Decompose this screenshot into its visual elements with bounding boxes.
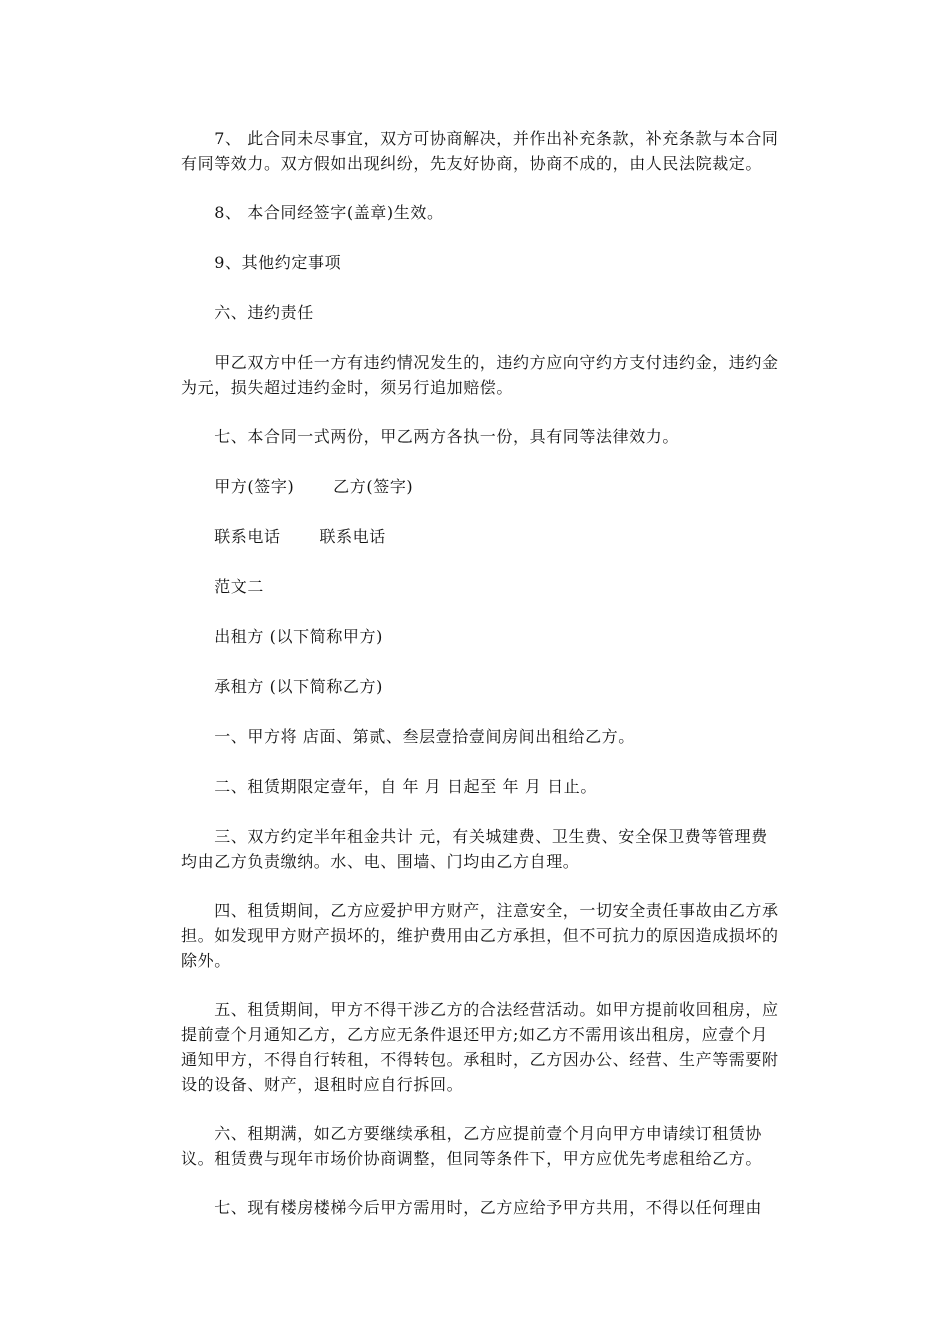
clause-7-paragraph: 7、 此合同未尽事宜，双方可协商解决，并作出补充条款，补充条款与本合同有同等效力。双方假如出现纠纷，先友好协商，协商不成的，由人民法院裁定。: [181, 129, 779, 173]
lessee-line: 承租方 (以下简称乙方): [181, 677, 383, 696]
section-heading: 六、违约责任: [181, 303, 314, 322]
section-heading: 范文二: [181, 577, 265, 596]
clause-4-paragraph: 四、租赁期间，乙方应爱护甲方财产，注意安全，一切安全责任事故由乙方承担。如发现甲方财产损坏的，维护费用由乙方承担，但不可抗力的原因造成损坏的除外。: [181, 901, 779, 970]
clause-6-paragraph: 六、租期满，如乙方要继续承租，乙方应提前壹个月向甲方申请续订租赁协议。租赁费与现年市场价协商调整，但同等条件下，甲方应优先考虑租给乙方。: [181, 1124, 763, 1168]
clause-5-paragraph: 五、租赁期间，甲方不得干涉乙方的合法经营活动。如甲方提前收回租房，应提前壹个月通知乙方，乙方应无条件退还甲方;如乙方不需用该出租房，应壹个月通知甲方，不得自行转租，不得转包。承租时，乙方因办公、经营、生产等需要附设的设备、财产，退租时应自行拆回。: [181, 1000, 779, 1094]
clause-7-paragraph: 七、现有楼房楼梯今后甲方需用时，乙方应给予甲方共用，不得以任何理由: [181, 1198, 763, 1217]
clause-3-paragraph: 三、双方约定半年租金共计 元，有关城建费、卫生费、安全保卫费等管理费均由乙方负责缴纳。水、电、围墙、门均由乙方自理。: [181, 827, 768, 871]
copies-paragraph: 七、本合同一式两份，甲乙两方各执一份，具有同等法律效力。: [181, 427, 680, 446]
clause-8-paragraph: 8、 本合同经签字(盖章)生效。: [181, 203, 444, 222]
breach-paragraph: 甲乙双方中任一方有违约情况发生的，违约方应向守约方支付违约金，违约金为元，损失超过违约金时，须另行追加赔偿。: [181, 353, 779, 397]
signature-line: 甲方(签字) 乙方(签字): [181, 477, 414, 496]
clause-2-paragraph: 二、租赁期限定壹年，自 年 月 日起至 年 月 日止。: [181, 777, 597, 796]
clause-1-paragraph: 一、甲方将 店面、第贰、叁层壹拾壹间房间出租给乙方。: [181, 727, 635, 746]
clause-9-paragraph: 9、其他约定事项: [181, 253, 342, 272]
phone-line: 联系电话 联系电话: [181, 527, 386, 546]
lessor-line: 出租方 (以下简称甲方): [181, 627, 383, 646]
